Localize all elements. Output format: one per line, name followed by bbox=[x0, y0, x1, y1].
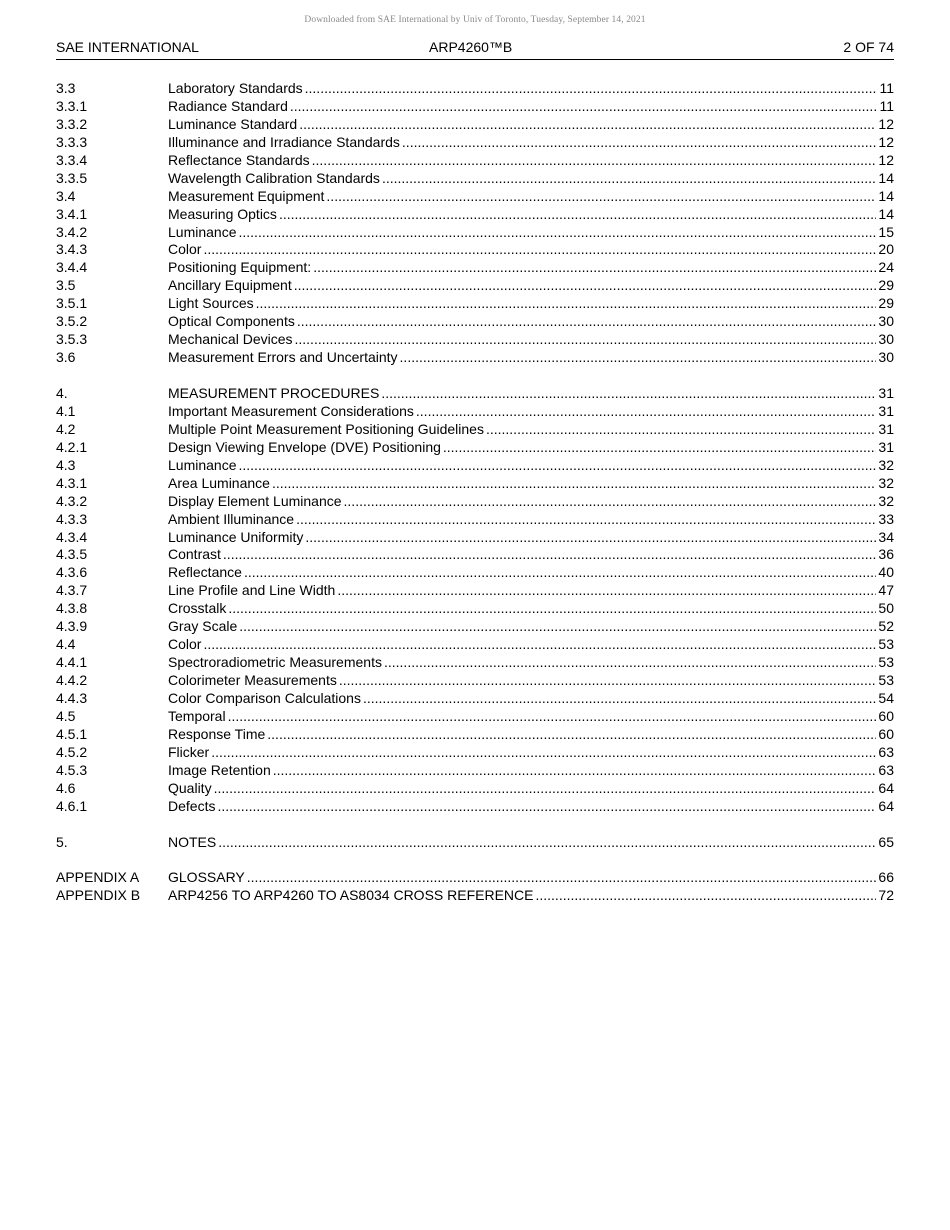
toc-page-number: 11 bbox=[879, 97, 894, 114]
toc-page-number: 31 bbox=[878, 402, 894, 419]
toc-section-number: 3.5 bbox=[56, 277, 76, 294]
toc-section-title bbox=[168, 529, 876, 547]
toc-section-title-text: Luminance bbox=[168, 456, 237, 473]
toc-page-number: 30 bbox=[878, 313, 894, 330]
toc-entry[interactable] bbox=[56, 439, 894, 457]
toc-page-number: 29 bbox=[878, 295, 894, 312]
toc-section-title bbox=[168, 887, 876, 905]
toc-section-number: 4. bbox=[56, 385, 68, 401]
toc-section-number: 3.5.3 bbox=[56, 331, 88, 348]
toc-section-title bbox=[168, 744, 876, 762]
toc-section-number: 4.4.3 bbox=[56, 689, 88, 706]
toc-entry[interactable] bbox=[56, 708, 894, 726]
toc-section-title-text: Luminance bbox=[168, 223, 237, 240]
toc-section-number: 3.5.2 bbox=[56, 313, 88, 330]
toc-section-number: 3.3.1 bbox=[56, 97, 88, 114]
toc-entry[interactable] bbox=[56, 206, 894, 224]
toc-page-number: 63 bbox=[878, 743, 894, 760]
toc-entry[interactable] bbox=[56, 493, 894, 511]
toc-section-title-text: Important Measurement Considerations bbox=[168, 402, 414, 419]
toc-entry[interactable] bbox=[56, 529, 894, 547]
toc-section-title bbox=[168, 385, 876, 403]
toc-entry[interactable] bbox=[56, 744, 894, 762]
toc-section-title bbox=[168, 780, 876, 798]
toc-page-number: 52 bbox=[878, 618, 894, 635]
toc-section-title bbox=[168, 708, 876, 726]
toc-section-title bbox=[168, 690, 876, 708]
toc-section-number: 3.6 bbox=[56, 349, 76, 366]
toc-section-number: 4.3.1 bbox=[56, 474, 88, 491]
toc-section-title bbox=[168, 421, 876, 439]
toc-entry[interactable] bbox=[56, 277, 894, 295]
toc-section-title bbox=[168, 134, 876, 152]
toc-section-number: 3.3 bbox=[56, 80, 76, 96]
toc-section-title-text: Luminance Standard bbox=[168, 115, 298, 132]
toc-section-number: 3.4.4 bbox=[56, 259, 88, 276]
toc-entry[interactable] bbox=[56, 349, 894, 367]
toc-entry[interactable] bbox=[56, 600, 894, 618]
toc-section-number: 3.3.3 bbox=[56, 133, 88, 150]
header-page-number: 2 OF 74 bbox=[843, 39, 894, 55]
toc-section-title-text: Optical Components bbox=[168, 313, 295, 330]
toc-page-number: 53 bbox=[878, 654, 894, 671]
toc-section-title bbox=[168, 834, 876, 852]
toc-section-number: 3.4.2 bbox=[56, 223, 88, 240]
toc-entry[interactable] bbox=[56, 224, 894, 242]
toc-entry[interactable] bbox=[56, 726, 894, 744]
toc-page-number: 32 bbox=[878, 492, 894, 509]
header-organization: SAE INTERNATIONAL bbox=[56, 39, 199, 55]
toc-section-title-text: MEASUREMENT PROCEDURES bbox=[168, 385, 380, 401]
toc-section-title bbox=[168, 618, 876, 636]
toc-section-title bbox=[168, 98, 877, 116]
toc-section-title bbox=[168, 206, 876, 224]
toc-section-title bbox=[168, 582, 876, 600]
toc-section-number: 4.6 bbox=[56, 779, 76, 796]
table-of-contents bbox=[56, 80, 894, 905]
toc-section-number: 3.4 bbox=[56, 187, 76, 204]
toc-page-number: 29 bbox=[878, 277, 894, 294]
toc-section-title bbox=[168, 475, 876, 493]
toc-section-title-text: ARP4256 TO ARP4260 TO AS8034 CROSS REFERENCE bbox=[168, 887, 534, 904]
toc-section-title-text: Light Sources bbox=[168, 295, 254, 312]
toc-entry[interactable] bbox=[56, 475, 894, 493]
toc-section-title-text: Ambient Illuminance bbox=[168, 510, 295, 527]
toc-section-title bbox=[168, 331, 876, 349]
toc-section-number: 4.3.2 bbox=[56, 492, 88, 509]
toc-entry[interactable] bbox=[56, 188, 894, 206]
toc-section-title-text: Luminance Uniformity bbox=[168, 528, 304, 545]
toc-section-title bbox=[168, 457, 876, 475]
toc-section-number: 4.5 bbox=[56, 707, 76, 724]
toc-section-title bbox=[168, 564, 876, 582]
toc-section-title-text: Positioning Equipment: bbox=[168, 259, 312, 276]
toc-section-title-text: Display Element Luminance bbox=[168, 492, 342, 509]
toc-section-number: 4.3 bbox=[56, 456, 76, 473]
toc-section-title-text: Ancillary Equipment bbox=[168, 277, 292, 294]
toc-page-number: 65 bbox=[878, 833, 894, 850]
toc-section-title bbox=[168, 798, 876, 816]
toc-section-number: 4.3.6 bbox=[56, 564, 88, 581]
toc-section-number: 4.3.9 bbox=[56, 618, 88, 635]
toc-page-number: 34 bbox=[878, 528, 894, 545]
toc-page-number: 50 bbox=[878, 600, 894, 617]
toc-entry[interactable] bbox=[56, 421, 894, 439]
toc-section-title bbox=[168, 654, 876, 672]
toc-page-number: 60 bbox=[878, 725, 894, 742]
toc-entry[interactable] bbox=[56, 798, 894, 816]
toc-entry[interactable] bbox=[56, 690, 894, 708]
toc-section-title bbox=[168, 116, 876, 134]
toc-page-number: 31 bbox=[878, 385, 894, 401]
toc-page-number: 20 bbox=[878, 241, 894, 258]
toc-page-number: 31 bbox=[878, 420, 894, 437]
toc-section-number: 4.4.1 bbox=[56, 654, 88, 671]
toc-section-number: 3.3.5 bbox=[56, 169, 88, 186]
toc-section-title bbox=[168, 349, 876, 367]
toc-section-title bbox=[168, 403, 876, 421]
toc-entry[interactable] bbox=[56, 241, 894, 259]
toc-section-title-text: Multiple Point Measurement Positioning Guidelines bbox=[168, 420, 484, 437]
toc-section-title bbox=[168, 152, 876, 170]
toc-section-number: 4.2.1 bbox=[56, 438, 88, 455]
toc-page-number: 36 bbox=[878, 546, 894, 563]
toc-entry[interactable] bbox=[56, 259, 894, 277]
toc-section-number: 4.3.8 bbox=[56, 600, 88, 617]
toc-section-number: 4.5.3 bbox=[56, 761, 88, 778]
toc-section-number: 3.4.3 bbox=[56, 241, 88, 258]
toc-section-title-text: Color Comparison Calculations bbox=[168, 689, 361, 706]
toc-section-number: 4.1 bbox=[56, 402, 76, 419]
toc-entry[interactable] bbox=[56, 134, 894, 152]
toc-page-number: 40 bbox=[878, 564, 894, 581]
toc-section-number: 4.3.5 bbox=[56, 546, 88, 563]
toc-section-title-text: Wavelength Calibration Standards bbox=[168, 169, 380, 186]
toc-page-number: 30 bbox=[878, 331, 894, 348]
toc-section-number: APPENDIX A bbox=[56, 869, 140, 886]
download-watermark: Downloaded from SAE International by Univ of Toronto, Tuesday, September 14, 2021 bbox=[304, 15, 646, 25]
toc-entry[interactable] bbox=[56, 385, 894, 403]
toc-entry[interactable] bbox=[56, 546, 894, 564]
toc-page-number: 11 bbox=[879, 80, 894, 96]
toc-section-title bbox=[168, 80, 877, 98]
toc-section-title-text: Response Time bbox=[168, 725, 266, 742]
toc-page-number: 33 bbox=[878, 510, 894, 527]
toc-section-title-text: Image Retention bbox=[168, 761, 271, 778]
toc-section-title bbox=[168, 439, 876, 457]
toc-section-number: 5. bbox=[56, 833, 68, 850]
toc-section-title bbox=[168, 224, 876, 242]
toc-section-title-text: Quality bbox=[168, 779, 212, 796]
toc-section-title bbox=[168, 259, 876, 277]
toc-entry[interactable] bbox=[56, 331, 894, 349]
toc-section-title-text: Line Profile and Line Width bbox=[168, 582, 336, 599]
toc-section-title-text: Temporal bbox=[168, 707, 226, 724]
page-header bbox=[56, 38, 894, 60]
toc-page-number: 72 bbox=[878, 887, 894, 904]
toc-entry[interactable] bbox=[56, 564, 894, 582]
toc-page-number: 30 bbox=[878, 349, 894, 366]
toc-section-title bbox=[168, 188, 876, 206]
toc-section-title-text: Mechanical Devices bbox=[168, 331, 293, 348]
toc-entry[interactable] bbox=[56, 80, 894, 98]
toc-section-title bbox=[168, 295, 876, 313]
toc-section-title-text: Crosstalk bbox=[168, 600, 227, 617]
toc-section-title-text: NOTES bbox=[168, 833, 217, 850]
toc-entry[interactable] bbox=[56, 116, 894, 134]
toc-section-title bbox=[168, 511, 876, 529]
toc-page-number: 54 bbox=[878, 689, 894, 706]
toc-section-number: 4.5.2 bbox=[56, 743, 88, 760]
toc-section-title bbox=[168, 672, 876, 690]
toc-section-title-text: Measurement Errors and Uncertainty bbox=[168, 349, 398, 366]
toc-section-title bbox=[168, 636, 876, 654]
toc-section-title-text: Colorimeter Measurements bbox=[168, 672, 337, 688]
toc-section-number: APPENDIX B bbox=[56, 887, 141, 904]
toc-entry[interactable] bbox=[56, 618, 894, 636]
toc-entry[interactable] bbox=[56, 403, 894, 421]
toc-section-title-text: Design Viewing Envelope (DVE) Positioning bbox=[168, 438, 441, 455]
toc-page-number: 14 bbox=[878, 169, 894, 186]
toc-section-title bbox=[168, 600, 876, 618]
toc-entry[interactable] bbox=[56, 313, 894, 331]
toc-section-number: 4.2 bbox=[56, 420, 76, 437]
toc-section-title bbox=[168, 277, 876, 295]
toc-section-title-text: Flicker bbox=[168, 743, 210, 760]
toc-page-number: 31 bbox=[878, 438, 894, 455]
toc-entry[interactable] bbox=[56, 869, 894, 887]
toc-page-number: 12 bbox=[878, 133, 894, 150]
toc-page-number: 24 bbox=[878, 259, 894, 276]
toc-page-number: 53 bbox=[878, 636, 894, 653]
toc-entry[interactable] bbox=[56, 654, 894, 672]
toc-section-number: 4.6.1 bbox=[56, 797, 88, 814]
toc-entry[interactable] bbox=[56, 636, 894, 654]
toc-page-number: 63 bbox=[878, 761, 894, 778]
toc-section-number: 4.3.4 bbox=[56, 528, 88, 545]
toc-section-title bbox=[168, 241, 876, 259]
toc-section-title-text: Defects bbox=[168, 797, 216, 814]
toc-section-title-text: GLOSSARY bbox=[168, 869, 245, 886]
toc-page-number: 12 bbox=[878, 151, 894, 168]
toc-section-number: 4.3.3 bbox=[56, 510, 88, 527]
toc-section-title-text: Radiance Standard bbox=[168, 97, 288, 114]
toc-entry[interactable] bbox=[56, 834, 894, 852]
toc-section-title-text: Contrast bbox=[168, 546, 221, 563]
toc-entry[interactable] bbox=[56, 780, 894, 798]
toc-page-number: 53 bbox=[878, 672, 894, 688]
toc-section-number: 4.4.2 bbox=[56, 672, 88, 688]
toc-section-title-text: Spectroradiometric Measurements bbox=[168, 654, 382, 671]
toc-entry[interactable] bbox=[56, 511, 894, 529]
toc-entry[interactable] bbox=[56, 672, 894, 690]
toc-entry[interactable] bbox=[56, 457, 894, 475]
toc-page-number: 64 bbox=[878, 797, 894, 814]
toc-section-number: 3.5.1 bbox=[56, 295, 88, 312]
toc-page-number: 66 bbox=[878, 869, 894, 886]
toc-section-number: 4.4 bbox=[56, 636, 76, 653]
toc-section-title-text: Area Luminance bbox=[168, 474, 270, 491]
toc-section-title bbox=[168, 493, 876, 511]
toc-section-title-text: Reflectance bbox=[168, 564, 242, 581]
toc-section-title-text: Illuminance and Irradiance Standards bbox=[168, 133, 400, 150]
toc-page-number: 15 bbox=[878, 223, 894, 240]
toc-page-number: 14 bbox=[878, 205, 894, 222]
toc-section-title bbox=[168, 869, 876, 887]
toc-entry[interactable] bbox=[56, 170, 894, 188]
toc-page-number: 32 bbox=[878, 474, 894, 491]
toc-section-title bbox=[168, 726, 876, 744]
toc-entry[interactable] bbox=[56, 762, 894, 780]
toc-section-title bbox=[168, 546, 876, 564]
toc-section-title bbox=[168, 762, 876, 780]
toc-section-number: 4.3.7 bbox=[56, 582, 88, 599]
toc-entry[interactable] bbox=[56, 887, 894, 905]
toc-page-number: 32 bbox=[878, 456, 894, 473]
toc-section-title-text: Measuring Optics bbox=[168, 205, 277, 222]
toc-entry[interactable] bbox=[56, 582, 894, 600]
toc-section-title-text: Color bbox=[168, 241, 202, 258]
toc-entry[interactable] bbox=[56, 295, 894, 313]
toc-entry[interactable] bbox=[56, 152, 894, 170]
toc-page-number: 60 bbox=[878, 707, 894, 724]
toc-page-number: 12 bbox=[878, 115, 894, 132]
toc-section-title bbox=[168, 170, 876, 188]
toc-section-number: 3.4.1 bbox=[56, 205, 88, 222]
header-document-id: ARP4260™B bbox=[429, 39, 513, 55]
toc-page-number: 64 bbox=[878, 779, 894, 796]
toc-section-title-text: Measurement Equipment bbox=[168, 187, 325, 204]
toc-section-title-text: Gray Scale bbox=[168, 618, 238, 635]
toc-page-number: 47 bbox=[878, 582, 894, 599]
toc-section-title bbox=[168, 313, 876, 331]
toc-section-title-text: Laboratory Standards bbox=[168, 80, 303, 96]
toc-section-number: 3.3.4 bbox=[56, 151, 88, 168]
toc-section-number: 3.3.2 bbox=[56, 115, 88, 132]
toc-entry[interactable] bbox=[56, 98, 894, 116]
toc-section-title-text: Color bbox=[168, 636, 202, 653]
toc-section-number: 4.5.1 bbox=[56, 725, 88, 742]
toc-section-title-text: Reflectance Standards bbox=[168, 151, 310, 168]
toc-page-number: 14 bbox=[878, 187, 894, 204]
